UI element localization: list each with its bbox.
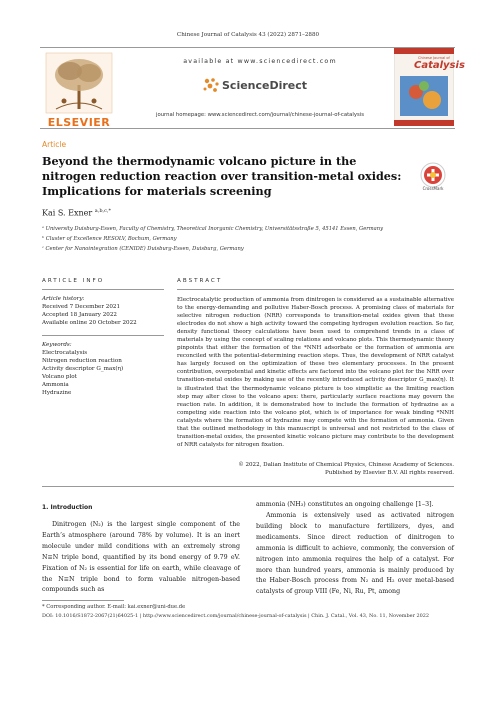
abstract-text: Electrocatalytic production of ammonia from dinitrogen is considered as a sustainable alternative to the energy-demanding and pollutive Haber-Bosch process. A promising class of materials for selective nitrogen reduction (NRR) corresponds to transition-metal oxides given that these electrodes do not show a high activity toward the competing hydrogen evolution reaction. So far, density functional theory calculations have been used to comprehend trends in a class of materials by using the concept of scaling relations and volcano plots. This thermodynamic theory pinpoints that either the formation of the *NNH adsorbate or the formation of ammonia are reconciled with the potential-determining reaction steps. Thus, the development of NRR catalyst has largely focused on the optimization of these two elementary processes. In the present contribution, overpotential and kinetic effects are factored into the volcano plot for the NRR over transition-metal oxides by making use of the recently introduced activity descriptor G_max(η). It is illustrated that the thermodynamic volcano picture is too simplistic as the limiting reaction step may alter close to the volcano apex: there, particularly surface reactions may govern the reaction rate. In addition, it is demonstrated how to include the formation of hydrazine as a competing side reaction into the volcano plot, which is of importance for weak binding *NNH catalysts where the formation of hydrazine may compete with the formation of ammonia. Given that the outlined methodology in this manuscript is universal and not restricted to the class of transition-metal oxides, the presented kinetic volcano picture may contribute to the development of NRR catalysts for nitrogen fixation. bbox=[177, 297, 454, 448]
keyword-item: Volcano plot bbox=[42, 374, 77, 380]
affiliation-c: ᶜ Center for Nanointegration (CENIDE) Duisburg-Essen, Duisburg, Germany bbox=[42, 246, 244, 252]
journal-reference: Chinese Journal of Catalysis 43 (2022) 2871–2880 bbox=[176, 32, 320, 38]
crossmark-label: CrossMark bbox=[422, 186, 444, 191]
sciencedirect-wordmark: ScienceDirect bbox=[222, 79, 308, 92]
article-type: Article bbox=[42, 140, 67, 149]
crossmark-icon[interactable] bbox=[420, 162, 446, 188]
author-line bbox=[42, 208, 111, 218]
copyright-line-2: Published by Elsevier B.V. All rights reserved. bbox=[325, 470, 454, 477]
affiliation-a: ᵃ University Duisburg-Essen, Faculty of Chemistry, Theoretical Inorganic Chemistry, Universitätsstraße 5, 45141 Essen, Germany bbox=[42, 226, 384, 232]
section-heading-introduction: 1. Introduction bbox=[42, 504, 93, 511]
copyright-line-1: © 2022, Dalian Institute of Chemical Physics, Chinese Academy of Sciences. bbox=[238, 462, 454, 468]
sciencedirect-icon bbox=[202, 77, 220, 94]
keywords-block bbox=[42, 341, 170, 397]
keyword-item: Ammonia bbox=[42, 382, 69, 388]
keyword-item: Hydrazine bbox=[42, 390, 72, 396]
author-affiliation-marks: a,b,c,* bbox=[94, 208, 111, 214]
availability-line: available at www.sciencedirect.com bbox=[183, 58, 337, 65]
online-date: Available online 20 October 2022 bbox=[42, 320, 137, 326]
author-name[interactable]: Kai S. Exner bbox=[42, 208, 93, 218]
abstract-heading: ABSTRACT bbox=[177, 278, 223, 284]
affiliation-b: ᵇ Cluster of Excellence RESOLV, Bochum, Germany bbox=[42, 236, 177, 242]
intro-right-column-start: ammonia (NH₃) constitutes an ongoing challenge [1–3]. bbox=[256, 501, 434, 508]
keywords-label: Keywords: bbox=[42, 342, 72, 348]
abstract-rule bbox=[177, 289, 454, 290]
received-date: Received 7 December 2021 bbox=[42, 304, 121, 310]
doi-line[interactable]: DOI: 10.1016/S1872-2067(21)64025-1 | http://www.sciencedirect.com/journal/chinese-journal-of-catalysis | Chin. J. Catal., Vol. 43, No. 11, November 2022 bbox=[42, 613, 430, 619]
article-history bbox=[42, 295, 170, 327]
elsevier-wordmark: ELSEVIER bbox=[47, 116, 111, 129]
intro-left-column: Dinitrogen (N₂) is the largest single component of the Earth’s atmosphere (around 78% by volume). It is an inert molecule under mild conditions with an extremely strong N≡N triple bond, quantified by its bond energy of 9.79 eV. Fixation of N₂ is essential for life on earth, while cleavage of the N≡N triple bond to form valuable nitrogen-based compounds such as bbox=[42, 521, 240, 594]
cover-small-title: Chinese Journal of bbox=[418, 56, 450, 60]
keyword-item: Electrocatalysis bbox=[42, 350, 88, 356]
footnote-rule bbox=[42, 600, 124, 601]
copyright-notice bbox=[177, 461, 454, 477]
accepted-date: Accepted 18 January 2022 bbox=[42, 312, 117, 318]
history-label: Article history: bbox=[42, 296, 85, 302]
journal-homepage-link[interactable]: journal homepage: www.sciencedirect.com/journal/chinese-journal-of-catalysis bbox=[155, 112, 365, 118]
article-title: Beyond the thermodynamic volcano picture in the nitrogen reduction reaction over transition-metal oxides: Implications for materials screening bbox=[42, 154, 402, 198]
intro-right-column: Ammonia is extensively used as activated nitrogen building block to manufacture fertilizers, dyes, and medicaments. Since direct reduction of dinitrogen to ammonia is difficult to achieve, commonly, the conversion of nitrogen into ammonia requires the help of a catalyst. For more than hundred years, ammonia is mainly produced by the Haber-Bosch process from N₂ and H₂ over metal-based catalysts of group VIII (Fe, Ni, Ru, Pt, among bbox=[256, 512, 454, 596]
article-info-heading: ARTICLE INFO bbox=[42, 278, 105, 284]
article-info-rule bbox=[42, 289, 164, 290]
abstract-end-rule bbox=[42, 486, 454, 487]
keyword-item: Activity descriptor G_max(η) bbox=[42, 366, 124, 372]
corresponding-author-note: * Corresponding author. E-mail: kai.exner@uni-due.de bbox=[42, 604, 186, 610]
article-info-divider bbox=[42, 335, 164, 336]
keyword-item: Nitrogen reduction reaction bbox=[42, 358, 122, 364]
cover-title: Catalysis bbox=[414, 60, 465, 71]
elsevier-tree-logo bbox=[42, 51, 116, 123]
